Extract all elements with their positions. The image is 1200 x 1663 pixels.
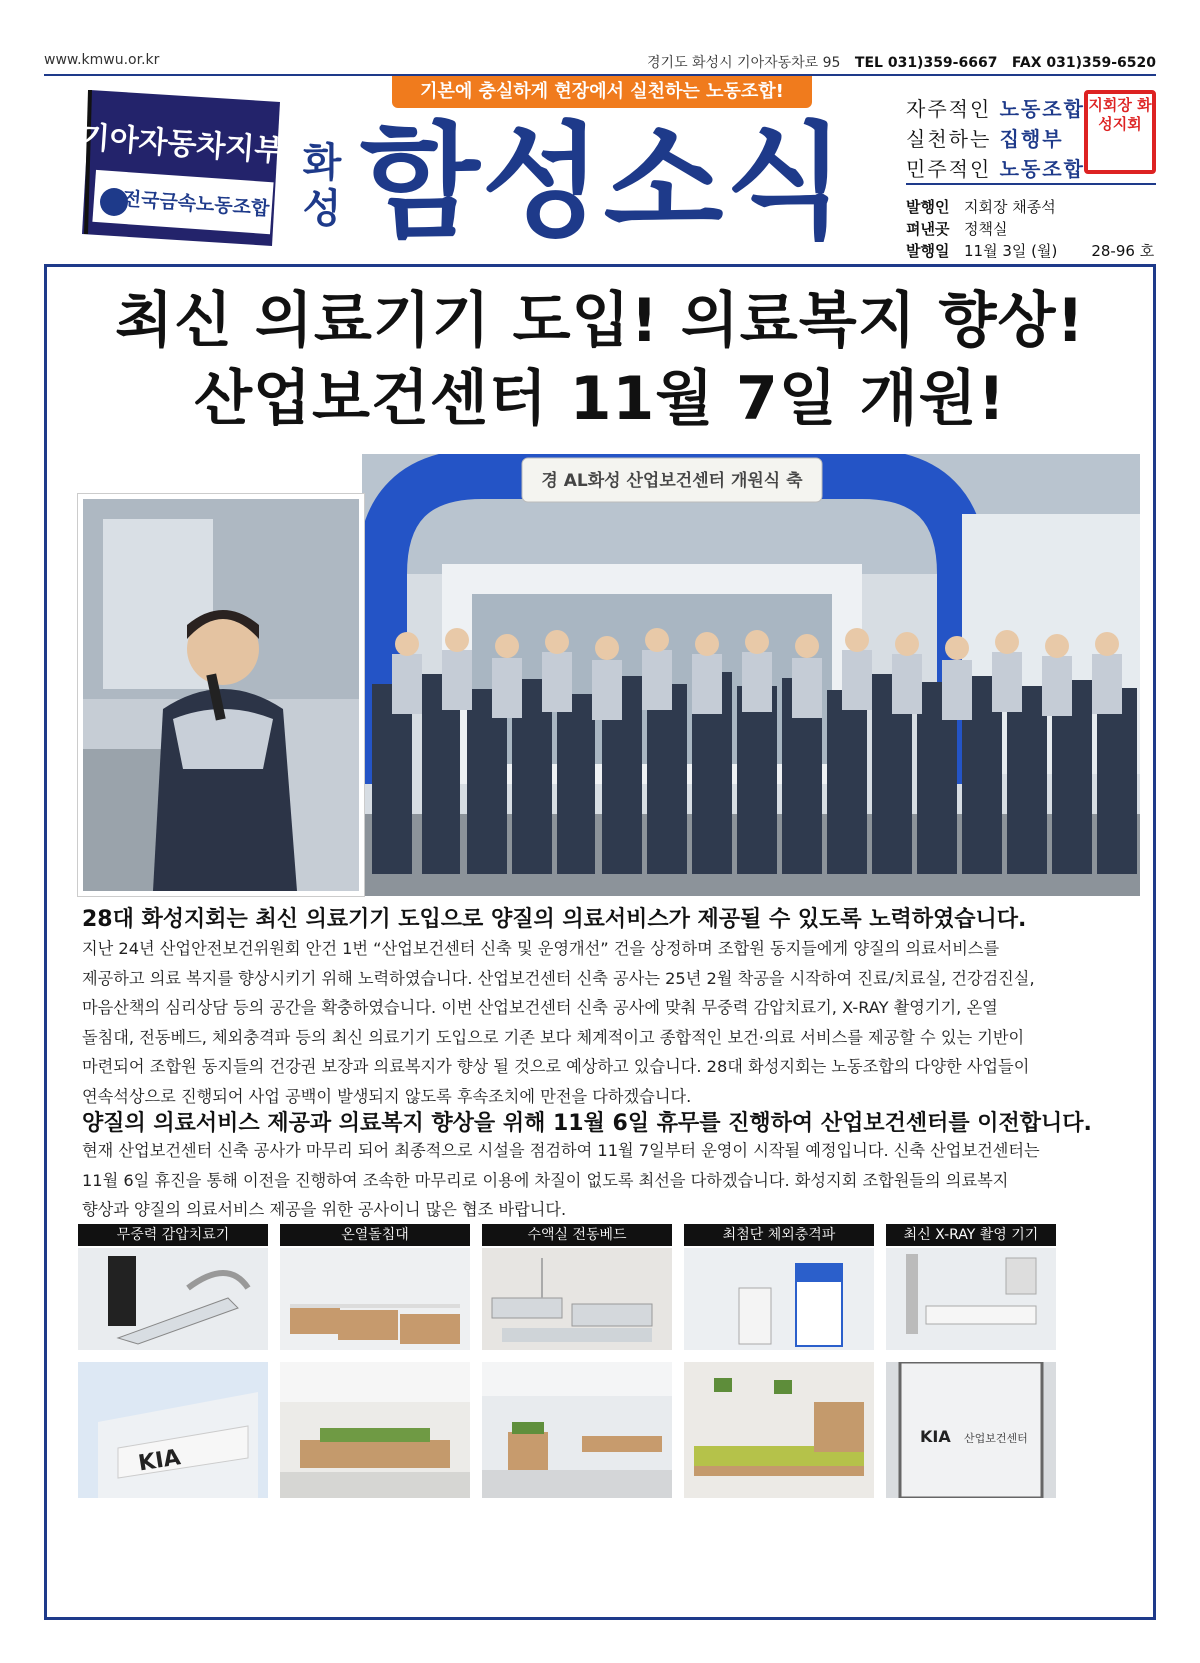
publisher-info: 발행인 지회장 채종석 펴낸곳 정책실 발행일 11월 3일 (월) 28-96 호 bbox=[906, 198, 1155, 260]
flag-line1: 기아자동차지부 bbox=[79, 119, 285, 170]
title-prefix: 화성 bbox=[302, 140, 342, 232]
website-link[interactable]: www.kmwu.or.kr bbox=[44, 52, 160, 68]
photo-heated-stone-beds bbox=[280, 1248, 470, 1350]
caption-decompression: 무중력 감압치료기 bbox=[78, 1224, 268, 1246]
paragraph-1: 지난 24년 산업안전보건위원회 안건 1번 “산업보건센터 신축 및 운영개선” 건을 상정하며 조합원 동지들에게 양질의 의료서비스를 제공하고 의료 복지를 향상시키기 위해 노력하였습니다. 산업보건센터 신축 공사는 25년 2월 착공을 시작하여 진료/치료실, 건강검진실, 마음산책의 심리상담 등의 공간을 확충하였습니다. 이번 산업보건센터 신축 공사에 맞춰 무중력 감압치료기, X-RAY 촬영기기, 온열 돌침대, 전동베드, 체외충격파 등의 최신 의료기기 도입으로 기존 보다 체계적이고 종합적인 보건·의료 서비스를 제공할 수 있는 기반이 마련되어 조합원 동지들의 건강권 보장과 의료복지가 향상 될 것으로 예상하고 있습니다. 28대 화성지회는 노동조합의 다양한 사업들이 연속석상으로 진행되어 사업 공백이 발생되지 않도록 후속조치에 만전을 다하겠습니다. bbox=[82, 939, 1035, 1106]
headline bbox=[60, 282, 1140, 438]
photo-xray-machine bbox=[886, 1248, 1056, 1350]
paragraph-2: 현재 산업보건센터 신축 공사가 마무리 되어 최종적으로 시설을 점검하여 11월 7일부터 운영이 시작될 예정입니다. 신축 산업보건센터는 11월 6일 휴진을 통해 이전을 진행하여 조속한 마무리로 이용에 차질이 없도록 최선을 다하겠습니다. 화성지회 조합원들의 의료복지 향상과 양질의 의료서비스 제공을 위한 공사이니 많은 협조 바랍니다. bbox=[82, 1141, 1040, 1219]
photo-center-door-sign bbox=[886, 1362, 1056, 1498]
contact-info bbox=[647, 52, 1156, 72]
svg-text:KIA: KIA bbox=[920, 1427, 951, 1446]
slogan-banner: 기본에 충실하게 현장에서 실천하는 노동조합! bbox=[392, 76, 812, 108]
photo-waiting-bench bbox=[684, 1362, 874, 1498]
red-seal-stamp: 지회장 화성지회 bbox=[1084, 90, 1156, 174]
telephone: TEL 031)359-6667 bbox=[854, 55, 998, 71]
ceremony-banner-text: 경 AL화성 산업보건센터 개원식 축 bbox=[541, 471, 803, 491]
caption-shockwave: 최첨단 체외충격파 bbox=[684, 1224, 874, 1246]
motto-row: 민주적인 노동조합 bbox=[906, 157, 1085, 181]
address: 경기도 화성시 기아자동차로 95 bbox=[647, 55, 841, 71]
photo-building-sign bbox=[78, 1362, 268, 1498]
group-photo bbox=[362, 454, 1140, 896]
caption-xray: 최신 X-RAY 촬영 기기 bbox=[886, 1224, 1056, 1246]
caption-electric-bed: 수액실 전동베드 bbox=[482, 1224, 672, 1246]
speaker-photo bbox=[78, 494, 364, 896]
headline-line2: 산업보건센터 11월 7일 개원! bbox=[194, 364, 1006, 434]
caption-heated-bed: 온열돌침대 bbox=[280, 1224, 470, 1246]
fax: FAX 031)359-6520 bbox=[1011, 55, 1156, 71]
photo-decompression-device bbox=[78, 1248, 268, 1350]
headline-line1: 최신 의료기기 도입! 의료복지 향상! bbox=[115, 286, 1085, 356]
photo-electric-beds bbox=[482, 1248, 672, 1350]
motto-row: 실천하는 집행부 bbox=[906, 127, 1064, 151]
union-flag-logo bbox=[72, 84, 292, 256]
newsletter-title: 함성소식 bbox=[360, 111, 848, 255]
subheading-1: 28대 화성지회는 최신 의료기기 도입으로 양질의 의료서비스가 제공될 수 있도록 노력하였습니다. bbox=[82, 907, 1027, 932]
photo-hallway-seating bbox=[482, 1362, 672, 1498]
subheading-2: 양질의 의료서비스 제공과 의료복지 향상을 위해 11월 6일 휴무를 진행하여 산업보건센터를 이전합니다. bbox=[82, 1111, 1092, 1136]
motto-row: 자주적인 노동조합 bbox=[906, 97, 1085, 121]
flag-line2: 전국금속노동조합 bbox=[121, 187, 271, 221]
publisher-divider bbox=[906, 183, 1156, 185]
photo-lobby-planters bbox=[280, 1362, 470, 1498]
kia-logo-text: KIA bbox=[136, 1445, 183, 1477]
door-sign-text: 산업보건센터 bbox=[964, 1432, 1028, 1445]
top-info-bar bbox=[44, 52, 1156, 70]
photo-shockwave-device bbox=[684, 1248, 874, 1350]
motto-list bbox=[906, 94, 1085, 184]
